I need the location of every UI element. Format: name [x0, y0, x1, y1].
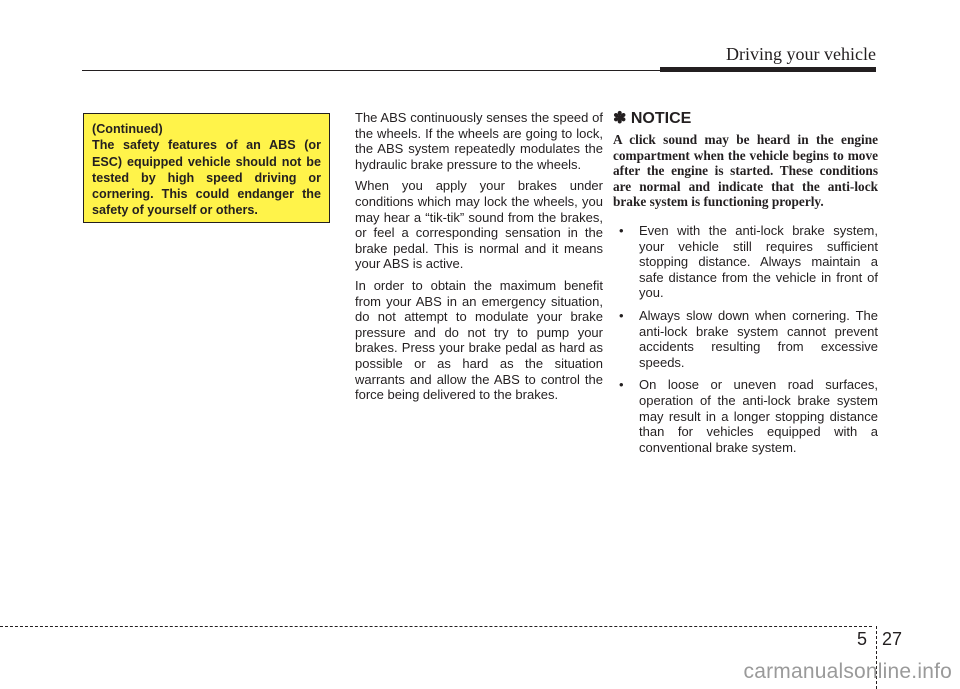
header-rule	[82, 70, 660, 71]
notice-bullet-list	[613, 223, 878, 455]
warning-text: The safety features of an ABS (or ESC) equipped vehicle should not be tested by high speed driving or cornering. This could endanger the safety of yourself or others.	[92, 138, 321, 218]
bullet-icon: •	[619, 307, 624, 323]
page-number: 27	[882, 629, 903, 649]
header-rule-accent	[660, 67, 876, 72]
watermark: carmanualsonline.info	[743, 660, 952, 683]
body-paragraph: The ABS continuously senses the speed of the wheels. If the wheels are going to lock, the ABS system repeatedly modulates the hydraulic brake pressure to the wheels.	[355, 110, 603, 172]
list-item-text: Always slow down when cornering. The anti-lock brake system cannot prevent accidents resulting from excessive speeds.	[639, 307, 878, 370]
warning-continued-label: (Continued)	[92, 122, 163, 136]
list-item-text: On loose or uneven road surfaces, operation of the anti-lock brake system may result in a longer stopping distance than for vehicles equipped with a conventional brake system.	[639, 377, 878, 455]
footer-rule	[0, 626, 872, 627]
chapter-number: 5	[856, 629, 867, 649]
list-item	[613, 308, 878, 370]
notice-lead-text: A click sound may be heard in the engine compartment when the vehicle begins to move after the engine is started. These conditions are normal and indicate that the anti-lock brake system is functioning properly.	[613, 132, 878, 210]
bullet-icon: •	[619, 222, 624, 238]
warning-box	[83, 113, 330, 223]
list-item	[613, 377, 878, 455]
body-paragraph: When you apply your brakes under conditions which may lock the wheels, you may hear a “tik-tik” sound from the brakes, or feel a corresponding sensation in the brake pedal. This is normal and it means your ABS is active.	[355, 178, 603, 272]
bullet-icon: •	[619, 377, 624, 393]
abs-description-column	[355, 110, 603, 409]
body-paragraph: In order to obtain the maximum benefit from your ABS in an emergency situation, do not attempt to modulate your brake pressure and do not try to pump your brakes. Press your brake pedal as hard as possible or as hard as the situation warrants and allow the ABS to control the force being delivered to the brakes.	[355, 277, 603, 403]
notice-heading	[613, 110, 878, 128]
list-item	[613, 223, 878, 301]
notice-title: NOTICE	[630, 110, 692, 127]
section-title: Driving your vehicle	[726, 44, 876, 64]
notice-star-icon: ✽	[613, 110, 627, 127]
notice-section	[613, 110, 878, 462]
list-item-text: Even with the anti-lock brake system, your vehicle still requires sufficient stopping distance. Always maintain a safe distance from the vehicle in front of you.	[639, 222, 878, 301]
